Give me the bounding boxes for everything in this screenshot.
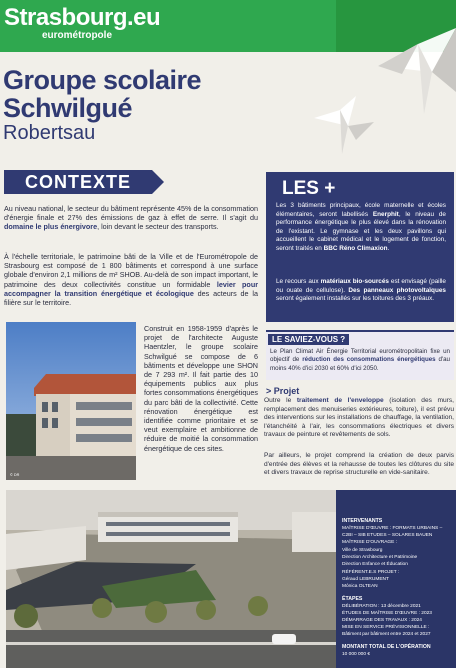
- les-plus-title: LES +: [282, 178, 336, 199]
- saviez-vous-text: [270, 348, 450, 373]
- saviez-vous-box: [266, 330, 454, 380]
- page-subtitle: Robertsau: [3, 122, 96, 144]
- text-run: seront également installés sur les toitures des 3 préaux.: [276, 295, 435, 303]
- text-run: Au niveau national, le secteur du bâtiment représente 45% de la consommation d'énergie finale et 27% des émissions de gaz à effet de serre. Il s'agit du: [4, 204, 258, 223]
- projet-paragraph-2: Par ailleurs, le projet comprend la création de deux parvis d'entrée des élèves et la rehausse de toutes les clôtures du site et divers travaux de reprise structurelle en vide-sanitaire.: [264, 452, 454, 477]
- project-info-box: [336, 490, 456, 668]
- info-line: Mónica OLTEAN: [342, 584, 378, 589]
- info-line: ÉTUDES DE MAÎTRISE D'ŒUVRE : 2023: [342, 611, 432, 616]
- photo-credit: © DR: [10, 473, 20, 477]
- text-run: d'au moins 40% d'ici 2030 et 60% d'ici 2050.: [270, 356, 450, 372]
- text-emphasis: Enerphit: [372, 210, 399, 218]
- contexte-paragraph-1: [4, 204, 258, 232]
- info-line: Direction Enfance et Éducation: [342, 562, 408, 567]
- render-illustration: [6, 490, 336, 668]
- school-photo: [6, 322, 136, 480]
- text-emphasis: BBC Réno Climaxion: [323, 244, 388, 252]
- page-title: [3, 66, 201, 122]
- projet-heading: > Projet: [266, 386, 300, 396]
- info-etapes-heading: ÉTAPES: [342, 596, 363, 602]
- info-line: C2BI – SIB ETUDES – SOLARES BAUEN: [342, 533, 433, 538]
- text-emphasis: levier pour accompagner la transition énergétique et écologique: [4, 279, 259, 298]
- info-line: MISE EN SERVICE PRÉVISIONNELLE :: [342, 625, 430, 630]
- text-emphasis: Des panneaux photovoltaïques: [348, 286, 446, 294]
- text-run: Le recours aux: [276, 278, 321, 285]
- text-run: est envisagé (paille ou ouate de cellulose).: [276, 278, 446, 294]
- text-run: .: [387, 244, 390, 252]
- title-line-1: Groupe scolaire: [3, 65, 202, 95]
- info-line: RÉFÉRENT.E.S PROJET :: [342, 570, 400, 575]
- project-render-image: [6, 490, 336, 668]
- text-emphasis: réduction des consommations énergétiques: [302, 356, 436, 364]
- text-emphasis: traitement de l'enveloppe: [296, 397, 384, 404]
- saviez-vous-title: LE SAVIEZ-VOUS ?: [268, 334, 349, 345]
- les-plus-box: [266, 172, 454, 322]
- text-run: (isolation des murs, remplacement des menuiseries extérieures, toiture), il est prévu des interventions sur les installations de chauffage, la ventilation, l'étanchéité à l'air, les consommations électriques et divers travaux de peinture et revêtements de sols.: [264, 397, 455, 439]
- school-building-illustration: [6, 322, 136, 480]
- info-line: MAÎTRISE D'OUVRAGE :: [342, 540, 398, 545]
- info-intervenants-heading: INTERVENANTS: [342, 518, 383, 524]
- origami-bird-small-icon: [312, 96, 374, 154]
- info-line: Géraud LEBRUMENT: [342, 577, 389, 582]
- text-run: À l'échelle territoriale, le patrimoine bâti de la Ville et de l'Eurométropole de Strasbourg est composé de 1 800 bâtiments et correspond à une surface globale d'environ 2,1 millions de m² SHOB. Au-delà de son impact important, le patrimoine des deux collectivités constitue un formidable: [4, 252, 258, 289]
- text-run: Les 3 bâtiments principaux, école maternelle et écoles élémentaires, seront labellisés: [276, 202, 446, 218]
- brand-subtitle: eurométropole: [42, 30, 113, 41]
- info-line: MAÎTRISE D'ŒUVRE : FORMATS URBAINS –: [342, 526, 443, 531]
- text-run: Le Plan Climat Air Énergie Territorial eurométropolitain fixe un objectif de: [270, 348, 450, 364]
- contexte-paragraph-2: [4, 252, 258, 307]
- les-plus-paragraph-2: [276, 278, 446, 304]
- info-line: DÉMARRAGE DES TRAVAUX : 2024: [342, 618, 422, 623]
- text-run: , loin devant le secteur des transports.: [97, 222, 219, 232]
- brand-logo: Strasbourg.eu: [4, 4, 161, 31]
- les-plus-paragraph-1: [276, 202, 446, 254]
- text-emphasis: domaine le plus énergivore: [4, 222, 98, 232]
- info-line: Bâtiment par bâtiment entre 2024 et 2027: [342, 632, 431, 637]
- title-line-2: Schwilgué: [3, 93, 133, 123]
- info-line: Ville de Strasbourg: [342, 548, 383, 553]
- projet-paragraph-1: [264, 397, 454, 440]
- contexte-paragraph-3: Construit en 1958-1959 d'après le projet de l'architecte Auguste Haentzler, le groupe scolaire Schwilgué se compose de 6 bâtiments et développe une SHON de 7 293 m². Il fait partie des 10 équipements publics aux plus fortes consommations énergétiques du parc bâti de la collectivité. Cette rénovation énergétique est identifiée comme prioritaire et se veut exemplaire et ambitionne de réduire de moitié la consommation énergétique de ces sites.: [144, 324, 258, 453]
- text-run: , le niveau de performance énergétique le plus élevé dans la rénovation de l'existant. Le gymnase et les deux pavillons qui accueillent le cabinet médical et le logement de fonction, seront traités en: [276, 210, 446, 252]
- text-run: des acteurs de la filière sur le territoire.: [4, 288, 258, 308]
- info-line: DÉLIBÉRATION : 13 décembre 2021: [342, 604, 421, 609]
- text-run: Outre le: [264, 397, 297, 404]
- info-amount: 10 000 000 €: [342, 652, 371, 657]
- origami-bird-icon: [372, 22, 456, 114]
- text-emphasis: matériaux bio-sourcés: [320, 278, 389, 285]
- info-line: Direction Architecture et Patrimoine: [342, 555, 418, 560]
- info-montant-heading: MONTANT TOTAL DE L'OPÉRATION: [342, 644, 431, 650]
- contexte-tag: CONTEXTE: [4, 170, 152, 194]
